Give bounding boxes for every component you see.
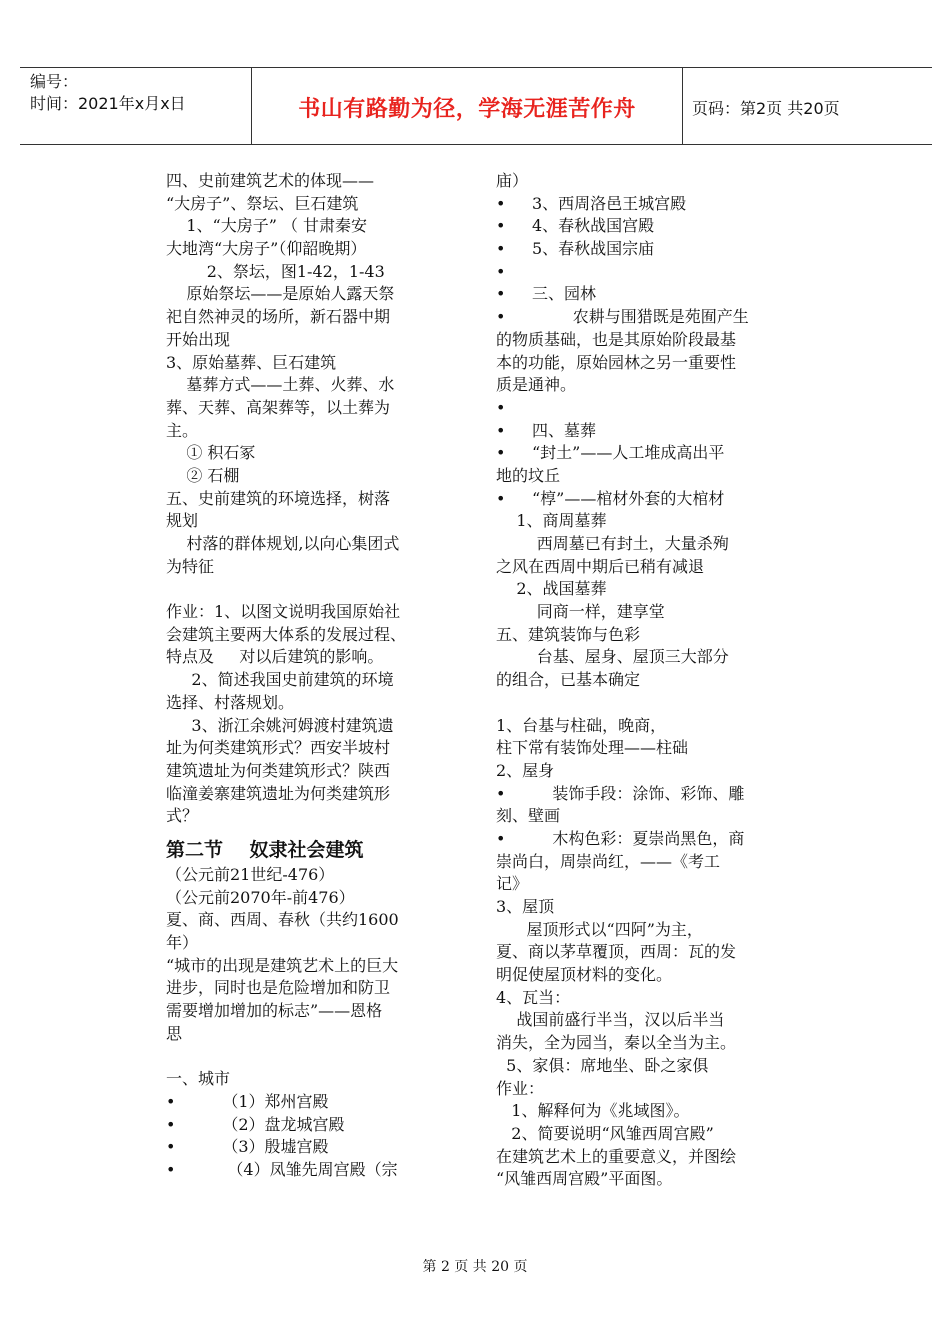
list-item xyxy=(496,306,786,329)
list-item xyxy=(496,261,786,284)
text-line: 特点及 对以后建筑的影响。 xyxy=(166,647,384,667)
bullet-mark: • xyxy=(496,783,506,803)
header-meta xyxy=(30,71,248,115)
text-line: 台基、屋身、屋顶三大部分 xyxy=(496,647,729,667)
right-column xyxy=(496,170,786,1191)
bullet-text: （3）殷墟宫殿 xyxy=(202,1137,329,1157)
section-title: 第二节 奴隶社会建筑 xyxy=(166,838,364,861)
list-item xyxy=(496,215,786,238)
text-line: 3、原始墓葬、巨石建筑 xyxy=(166,352,337,372)
text-line: 在建筑艺术上的重要意义，并图绘 xyxy=(496,1146,737,1166)
bullet-text: 5、春秋战国宗庙 xyxy=(532,239,655,259)
list-item xyxy=(496,420,786,443)
bullet-text: 农耕与围猎既是苑囿产生 xyxy=(532,307,749,327)
text-line: 五、建筑装饰与色彩 xyxy=(496,624,641,644)
text-line: 葬、天葬、高架葬等，以土葬为 xyxy=(166,397,391,417)
text-line: 2、屋身 xyxy=(496,760,555,780)
left-column-bullets xyxy=(166,1091,460,1182)
bullet-text: （1）郑州宫殿 xyxy=(202,1091,329,1111)
bullet-mark: • xyxy=(166,1159,176,1179)
bullet-text: 3、西周洛邑王城宫殿 xyxy=(532,193,687,213)
text-line: 地的坟丘 xyxy=(496,465,561,485)
text-line: 四、史前建筑艺术的体现—— xyxy=(166,171,375,190)
bullet-mark: • xyxy=(496,216,506,236)
text-line xyxy=(166,1045,460,1068)
text-line: 址为何类建筑形式？西安半坡村 xyxy=(166,738,391,758)
text-line: 主。 xyxy=(166,420,199,440)
text-line: 2、祭坛，图1-42，1-43 xyxy=(166,261,385,281)
text-line: “大房子”、祭坛、巨石建筑 xyxy=(166,193,359,213)
bullet-text: 4、春秋战国宫殿 xyxy=(532,216,655,236)
bullet-mark: • xyxy=(496,307,506,327)
list-item xyxy=(496,397,786,420)
text-line: 1、解释何为《兆域图》。 xyxy=(496,1101,690,1121)
left-column-text-2 xyxy=(166,864,460,1091)
text-line: 战国前盛行半当，汉以后半当 xyxy=(496,1010,725,1030)
text-line: 消失，全为园当，秦以全当为主。 xyxy=(496,1033,737,1053)
text-line: 3、屋顶 xyxy=(496,897,555,916)
text-line: 记》 xyxy=(496,874,529,894)
text-line: 庙） xyxy=(496,171,529,190)
bullet-text: “封土”——人工堆成高出平 xyxy=(532,443,725,463)
text-line: 的组合，已基本确定 xyxy=(496,670,641,690)
bullet-mark: • xyxy=(496,397,506,417)
text-line: 柱下常有装饰处理——柱础 xyxy=(496,738,689,758)
list-item xyxy=(166,1091,460,1114)
text-line: “风雏西周宫殿”平面图。 xyxy=(496,1169,673,1189)
bullet-text: 三、园林 xyxy=(532,284,597,304)
bullet-text: （2）盘龙城宫殿 xyxy=(202,1114,345,1134)
list-item xyxy=(496,783,786,806)
text-line: 临潼姜寨建筑遗址为何类建筑形 xyxy=(166,783,391,803)
bullet-mark: • xyxy=(166,1114,176,1134)
page-footer: 第 2 页 共 20 页 xyxy=(422,1259,528,1275)
bullet-mark: • xyxy=(496,284,506,304)
text-line xyxy=(166,578,460,601)
text-line: 墓葬方式——土葬、火葬、水 xyxy=(166,375,395,395)
text-line: 五、史前建筑的环境选择，树落 xyxy=(166,488,391,508)
text-line: 同商一样，建享堂 xyxy=(496,602,665,622)
bullet-mark: • xyxy=(496,261,506,281)
text-line: 明促使屋顶材料的变化。 xyxy=(496,965,673,985)
bullet-mark: • xyxy=(166,1137,176,1157)
header-motto: 书山有路勤为径，学海无涯苦作舟 xyxy=(298,97,636,122)
header-bottom-rule xyxy=(20,144,932,145)
list-item xyxy=(166,1114,460,1137)
bullet-text: 木构色彩：夏崇尚黑色，商 xyxy=(532,828,745,848)
list-item xyxy=(496,238,786,261)
text-line: 2、战国墓葬 xyxy=(496,579,607,599)
text-line: 2、简要说明“风雏西周宫殿” xyxy=(496,1123,714,1143)
header-page-info: 页码：第2页 共20页 xyxy=(692,99,840,118)
text-line xyxy=(496,692,786,715)
text-line: “城市的出现是建筑艺术上的巨大 xyxy=(166,955,399,975)
bullet-mark: • xyxy=(496,239,506,259)
text-line: （公元前2070年-前476） xyxy=(166,887,355,907)
text-line: 之风在西周中期后已稍有减退 xyxy=(496,556,705,576)
bullet-text: 装饰手段：涂饰、彩饰、雕 xyxy=(532,783,745,803)
text-line: 崇尚白，周崇尚红，——《考工 xyxy=(496,851,721,871)
list-item xyxy=(496,442,786,465)
text-line: 进步，同时也是危险增加和防卫 xyxy=(166,978,391,998)
bullet-mark: • xyxy=(496,420,506,440)
text-line: ① 积石冢 xyxy=(166,443,256,463)
text-line: 屋顶形式以“四阿”为主， xyxy=(496,919,703,939)
left-column xyxy=(166,170,460,1182)
text-line: （公元前21世纪-476） xyxy=(166,864,335,884)
list-item xyxy=(496,283,786,306)
text-line: 质是通神。 xyxy=(496,375,577,395)
bullet-mark: • xyxy=(166,1091,176,1111)
text-line: 开始出现 xyxy=(166,329,231,349)
bullet-mark: • xyxy=(496,443,506,463)
header-time-label: 时间：2021年x月x日 xyxy=(30,94,186,113)
header-divider-right xyxy=(682,67,683,144)
text-line: 1、台基与柱础，晚商， xyxy=(496,715,667,735)
text-line: 夏、商以茅草覆顶，西周：瓦的发 xyxy=(496,942,737,962)
text-line: 2、简述我国史前建筑的环境 xyxy=(166,670,394,690)
text-line: 4、瓦当： xyxy=(496,987,571,1007)
text-line: 一、城市 xyxy=(166,1069,231,1089)
text-line: 选择、村落规划。 xyxy=(166,692,295,712)
text-line: 本的功能，原始园林之另一重要性 xyxy=(496,352,737,372)
text-line: 夏、商、西周、春秋（共约1600 xyxy=(166,910,399,930)
right-column-text xyxy=(496,170,786,1191)
list-item xyxy=(166,1159,460,1182)
text-line: 原始祭坛——是原始人露天祭 xyxy=(166,284,395,304)
text-line: 西周墓已有封土，大量杀殉 xyxy=(496,534,729,553)
text-line: 5、家俱：席地坐、卧之家俱 xyxy=(496,1055,709,1075)
header-divider-left xyxy=(251,67,252,144)
text-line: 年） xyxy=(166,933,199,952)
text-line: 会建筑主要两大体系的发展过程、 xyxy=(166,624,407,644)
text-line: 大地湾“大房子”（仰韶晚期） xyxy=(166,239,367,259)
text-line: 刻、壁画 xyxy=(496,806,561,826)
text-line: 思 xyxy=(166,1023,183,1043)
bullet-text: 四、墓葬 xyxy=(532,420,597,440)
list-item xyxy=(496,193,786,216)
text-line: 式？ xyxy=(166,806,199,826)
text-line: 祀自然神灵的场所，新石器中期 xyxy=(166,307,391,327)
bullet-mark: • xyxy=(496,488,506,508)
header-number-label: 编号： xyxy=(30,72,79,91)
bullet-mark: • xyxy=(496,193,506,213)
list-item xyxy=(166,1136,460,1159)
header-top-rule xyxy=(20,67,932,68)
text-line: 作业： xyxy=(496,1078,545,1098)
text-line: 为特征 xyxy=(166,556,215,576)
text-line: 规划 xyxy=(166,511,199,531)
text-line: 的物质基础，也是其原始阶段最基 xyxy=(496,329,737,349)
text-line: 1、“大房子” （ 甘肃秦安 xyxy=(166,216,368,236)
list-item xyxy=(496,488,786,511)
text-line: 村落的群体规划,以向心集团式 xyxy=(166,534,400,553)
list-item xyxy=(496,828,786,851)
text-line: 3、浙江余姚河姆渡村建筑遗 xyxy=(166,715,394,735)
text-line: 1、商周墓葬 xyxy=(496,511,607,531)
bullet-text: “椁”——棺材外套的大棺材 xyxy=(532,488,725,508)
text-line: 建筑遗址为何类建筑形式？陕西 xyxy=(166,760,391,780)
bullet-mark: • xyxy=(496,828,506,848)
text-line: 作业：1、以图文说明我国原始社 xyxy=(166,602,401,622)
bullet-text: （4）凤雏先周宫殿（宗 xyxy=(202,1159,398,1179)
text-line: 需要增加增加的标志”——恩格 xyxy=(166,1001,383,1021)
text-line: ② 石棚 xyxy=(166,465,240,485)
left-column-text xyxy=(166,170,460,828)
